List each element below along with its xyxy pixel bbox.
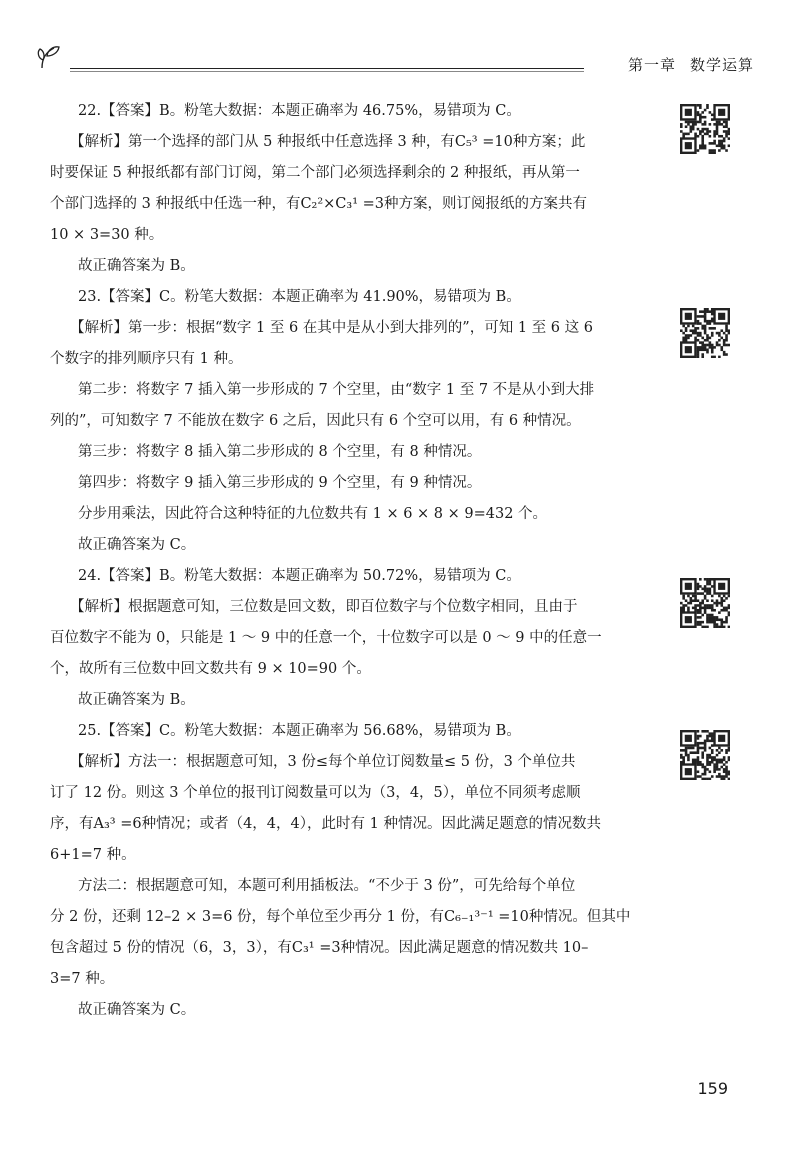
qr-code-24[interactable] <box>680 578 730 628</box>
text-line: 【解析】根据题意可知，三位数是回文数，即百位数字与个位数字相同，且由于 <box>70 599 578 615</box>
text-line: 故正确答案为 C。 <box>78 537 196 553</box>
text-line: 23.【答案】C。粉笔大数据：本题正确率为 41.90%，易错项为 B。 <box>78 289 521 305</box>
chapter-number: 第一章 <box>627 56 676 74</box>
leaf-icon <box>34 40 68 74</box>
text-line: 个数字的排列顺序只有 1 种。 <box>50 351 243 367</box>
page-number: 159 <box>697 1079 728 1098</box>
text-line: 分 2 份，还剩 12–2 × 3=6 份，每个单位至少再分 1 份，有C₆₋₁³⁻¹ =10种情况。但其中 <box>50 909 631 925</box>
text-line: 个，故所有三位数中回文数共有 9 × 10=90 个。 <box>50 661 371 677</box>
text-line: 包含超过 5 份的情况（6，3，3），有C₃¹ =3种情况。因此满足题意的情况数共 10– <box>50 940 589 956</box>
text-line: 第三步：将数字 8 插入第二步形成的 8 个空里，有 8 种情况。 <box>78 444 482 460</box>
text-line: 第四步：将数字 9 插入第三步形成的 9 个空里，有 9 种情况。 <box>78 475 482 491</box>
text-line: 6+1=7 种。 <box>50 847 136 863</box>
text-line: 故正确答案为 C。 <box>78 1002 196 1018</box>
text-line: 个部门选择的 3 种报纸中任选一种，有C₂²×C₃¹ =3种方案，则订阅报纸的方案共有 <box>50 196 588 212</box>
text-line: 方法二：根据题意可知，本题可利用插板法。“不少于 3 份”，可先给每个单位 <box>78 878 576 894</box>
text-line: 24.【答案】B。粉笔大数据：本题正确率为 50.72%，易错项为 C。 <box>78 568 521 584</box>
qr-code-23[interactable] <box>680 308 730 358</box>
qr-code-25[interactable] <box>680 730 730 780</box>
page-header <box>34 40 754 80</box>
chapter-title <box>614 54 754 75</box>
text-line: 故正确答案为 B。 <box>78 692 195 708</box>
answer-text-body <box>50 96 658 1026</box>
text-line: 22.【答案】B。粉笔大数据：本题正确率为 46.75%，易错项为 C。 <box>78 103 521 119</box>
text-line: 订了 12 份。则这 3 个单位的报刊订阅数量可以为（3，4，5），单位不同须考虑顺 <box>50 785 581 801</box>
text-line: 【解析】第一步：根据“数字 1 至 6 在其中是从小到大排列的”，可知 1 至 6 这 6 <box>70 320 593 336</box>
text-line: 25.【答案】C。粉笔大数据：本题正确率为 56.68%，易错项为 B。 <box>78 723 521 739</box>
text-line: 10 × 3=30 种。 <box>50 227 164 243</box>
text-line: 列的”，可知数字 7 不能放在数字 6 之后，因此只有 6 个空可以用，有 6 种情况。 <box>50 413 581 429</box>
header-rule <box>70 68 584 69</box>
text-line: 3=7 种。 <box>50 971 115 987</box>
text-line: 百位数字不能为 0，只能是 1 ～ 9 中的任意一个，十位数字可以是 0 ～ 9 中的任意一 <box>50 630 602 646</box>
text-line: 【解析】第一个选择的部门从 5 种报纸中任意选择 3 种，有C₅³ =10种方案；此 <box>70 134 586 150</box>
qr-code-22[interactable] <box>680 104 730 154</box>
text-line: 第二步：将数字 7 插入第一步形成的 7 个空里，由“数字 1 至 7 不是从小到大排 <box>78 382 595 398</box>
header-rule-thin <box>70 71 584 72</box>
text-line: 【解析】方法一：根据题意可知，3 份≤每个单位订阅数量≤ 5 份，3 个单位共 <box>70 754 576 770</box>
text-line: 时要保证 5 种报纸都有部门订阅，第二个部门必须选择剩余的 2 种报纸，再从第一 <box>50 165 580 181</box>
text-line: 故正确答案为 B。 <box>78 258 195 274</box>
text-line: 序，有A₃³ =6种情况；或者（4，4，4），此时有 1 种情况。因此满足题意的情况数共 <box>50 816 601 832</box>
text-line: 分步用乘法，因此符合这种特征的九位数共有 1 × 6 × 8 × 9=432 个。 <box>78 506 548 522</box>
section-title: 数学运算 <box>689 56 754 74</box>
